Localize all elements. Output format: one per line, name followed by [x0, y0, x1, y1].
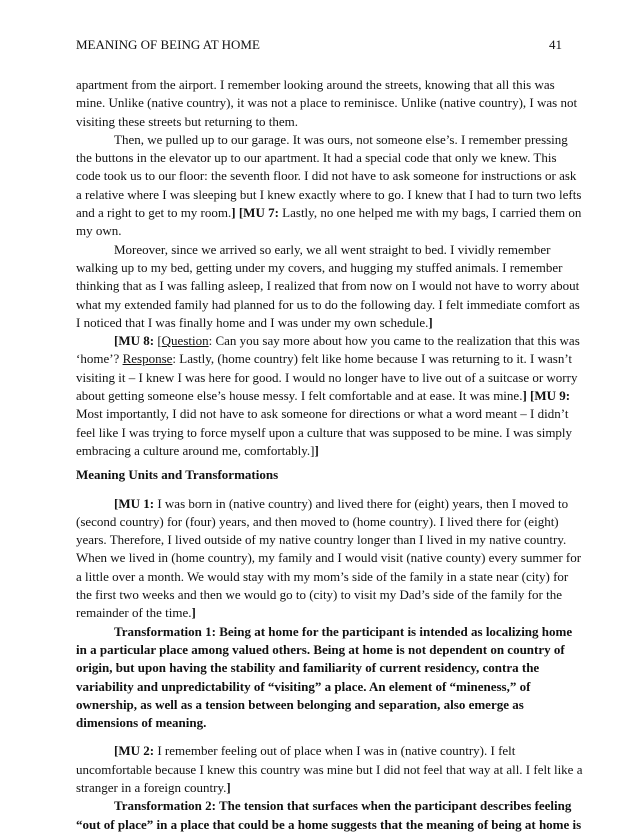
- paragraph-3: [76, 241, 580, 332]
- text-line: [76, 350, 572, 368]
- text-line: [76, 696, 572, 714]
- mu-1-marker: [MU 1:: [114, 495, 155, 511]
- transformation-2: [76, 797, 582, 834]
- text-line: the first two weeks and then we would go to (city) to visit my Dad’s side of the family for the: [76, 587, 562, 603]
- mu-9-marker: ] [MU 9:: [522, 388, 571, 404]
- meaning-unit-2: [76, 742, 583, 797]
- text-line: [76, 659, 572, 677]
- mu-7-marker: ] [MU 7:: [231, 205, 279, 221]
- text-line: [76, 387, 572, 405]
- text-line: Then, we pulled up to our garage. It was ours, not someone else’s. I remember pressing: [114, 131, 568, 147]
- text-line: what my extended family had planned for us to do the following day. I felt immediate comfort as: [76, 296, 580, 312]
- text-span: I noticed that I was finally home and I was under my own schedule.: [76, 314, 429, 330]
- transformation-text: Transformation 1: Being at home for the participant is intended as localizing home: [114, 623, 573, 639]
- response-label: Response: [122, 351, 173, 367]
- text-line: mine. Unlike (native country), it was not a place to reminisce. Unlike (native country), I was not: [76, 95, 578, 111]
- text-span: : Lastly, (home country) felt like home because I was returning to it. I wasn’t: [172, 351, 573, 367]
- text-line: visiting these streets but returning to them.: [76, 113, 299, 129]
- text-span: about getting someone else’s house messy. I felt comfortable and at ease. It was mine.: [76, 388, 523, 404]
- text-span: ‘home’?: [76, 351, 123, 367]
- text-line: [76, 332, 580, 350]
- text-line: [76, 816, 582, 834]
- paragraph-4: [76, 332, 580, 460]
- transformation-text: in a particular place among valued others. Being at home is not dependent on country of: [76, 641, 565, 657]
- text-line: [76, 623, 572, 641]
- question-label: Question: [161, 333, 209, 349]
- text-line: walking up to my bed, getting under my covers, and hugging my stuffed animals. I remember: [76, 259, 563, 275]
- text-line: the buttons in the elevator up to our apartment. It had a special code that only we knew. This: [76, 150, 557, 166]
- text-span: embracing a culture around me, comfortably.]: [76, 442, 315, 458]
- body-text: [76, 76, 583, 834]
- text-line: [76, 797, 572, 815]
- text-line: [76, 204, 582, 222]
- bracket-close: ]: [428, 314, 433, 330]
- paragraph-1: [76, 76, 578, 131]
- text-line: code took us to our floor: the seventh floor. I did not have to ask someone for instructions or ask: [76, 168, 577, 184]
- mu-2-marker: [MU 2:: [114, 743, 155, 759]
- mu-8-marker: [MU 8:: [114, 333, 158, 349]
- text-span: : Can you say more about how you came to the realization that this was: [208, 333, 580, 349]
- text-line: a little over a month. We would stay with my mom’s side of the family in a state near (city) for: [76, 568, 569, 584]
- running-title: MEANING OF BEING AT HOME: [76, 37, 260, 52]
- text-span: I remember feeling out of place when I was in (native country). I felt: [154, 743, 516, 759]
- text-line: When we lived in (home country), my family and I would visit (native county) every summer for: [76, 550, 582, 566]
- text-line: [76, 714, 572, 732]
- transformation-1: [76, 623, 572, 733]
- transformation-text: dimensions of meaning.: [76, 715, 207, 731]
- spacer: [76, 485, 572, 495]
- text-span: [: [157, 333, 162, 349]
- bracket-close: ]: [191, 605, 196, 621]
- text-line: my own.: [76, 223, 122, 239]
- bracket-close: ]: [314, 442, 319, 458]
- text-line: [76, 442, 572, 460]
- spacer: [76, 732, 572, 742]
- text-line: (second country) for (four) years, and then moved to (home country). I lived there for (eight): [76, 513, 559, 529]
- transformation-text: Transformation 2: The tension that surfaces when the participant describes feeling: [114, 798, 572, 814]
- text-line: years. Therefore, I lived outside of my native country longer than I lived in my native country.: [76, 532, 567, 548]
- text-span: and a right to get to my room.: [76, 205, 232, 221]
- meaning-unit-1: [76, 495, 582, 623]
- text-line: [76, 678, 572, 696]
- text-span: I was born in (native country) and lived there for (eight) years, then I moved to: [154, 495, 569, 511]
- text-line: [76, 779, 572, 797]
- transformation-text: “out of place” in a place that could be a home suggests that the meaning of being at home is: [76, 816, 582, 832]
- transformation-text: origin, but upon having the stability and familiarity of current residency, contra the: [76, 660, 540, 676]
- text-line: visiting it – I knew I was here for good. I would no longer have to live out of a suitcase or worry: [76, 369, 578, 385]
- text-line: Moreover, since we arrived so early, we all went straight to bed. I vividly remember: [114, 241, 551, 257]
- text-line: [76, 604, 572, 622]
- text-line: [76, 742, 572, 760]
- text-line: feel like I was trying to force myself upon a culture that was supposed to be mine. I was simply: [76, 424, 573, 440]
- text-line: apartment from the airport. I remember looking around the streets, knowing that all this was: [76, 77, 555, 92]
- section-heading-text: Meaning Units and Transformations: [76, 467, 279, 483]
- text-line: Most importantly, I did not have to ask someone for directions or what a word meant – I didn’t: [76, 406, 569, 422]
- text-line: thinking that as I was falling asleep, I realized that from now on I would not have to worry about: [76, 278, 580, 294]
- text-span: remainder of the time.: [76, 605, 192, 621]
- bracket-close: ]: [226, 779, 231, 795]
- text-line: [76, 495, 572, 513]
- text-line: [76, 314, 572, 332]
- page-number: 41: [549, 37, 562, 52]
- paragraph-2: [76, 131, 582, 241]
- text-line: uncomfortable because I knew this country was mine but I did not feel that way at all. I felt like a: [76, 761, 583, 777]
- running-header: [76, 37, 562, 53]
- transformation-text: variability and unpredictability of “visiting” a place. An element of “mineness,” of: [76, 678, 531, 694]
- section-heading: [76, 466, 572, 484]
- text-span: Lastly, no one helped me with my bags, I carried them on: [278, 205, 582, 221]
- text-line: a relative where I was sleeping but I knew exactly where to go. I knew that I had to turn two lefts: [76, 186, 582, 202]
- transformation-text: ownership, as well as a tension between belonging and separation, also emerge as: [76, 696, 524, 712]
- text-line: [76, 641, 572, 659]
- text-span: stranger in a foreign country.: [76, 779, 227, 795]
